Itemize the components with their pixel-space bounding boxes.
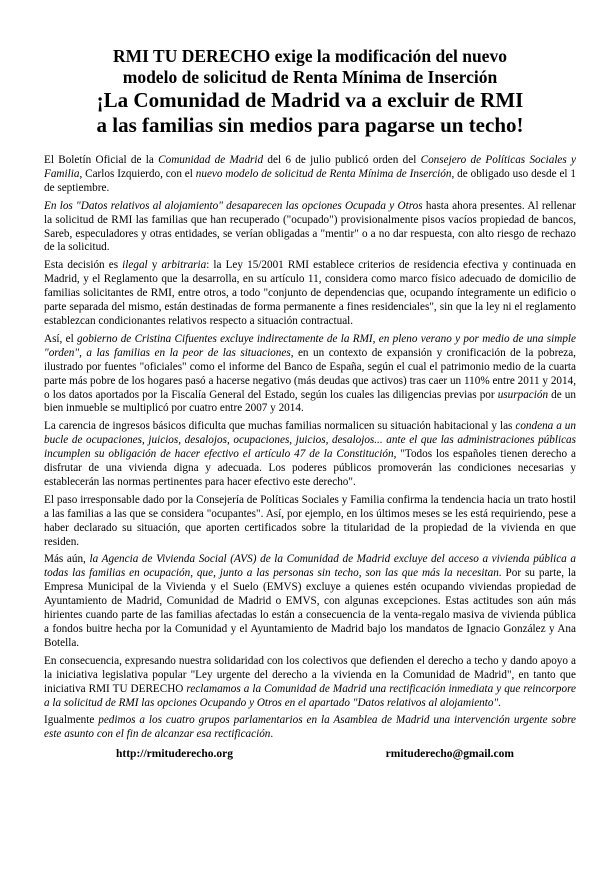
headline: [44, 46, 576, 138]
headline-line-4: a las familias sin medios para pagarse un techo!: [96, 113, 524, 137]
paragraph-4: Así, el gobierno de Cristina Cifuentes excluye indirectamente de la RMI, en pleno verano y por medio de una simple "orden", a las familias en la peor de las situaciones, en un contexto de expansión y cronificación de la pobreza, ilustrado por fuentes "oficiales" como el informe del Banco de España, según el cual el patrimonio medio de la cuarta parte más pobre de los hogares pasó a hacerse negativo (más deudas que activos) tras caer un 110% entre 2011 y 2014, o los datos aportados por la Fiscalía General del Estado, según los cuales las diligencias previas por usurpación de un bien inmueble se multiplicó por cuatro entre 2007 y 2014.: [44, 332, 576, 415]
headline-line-1: RMI TU DERECHO exige la modificación del nuevo: [113, 46, 507, 66]
paragraph-6: El paso irresponsable dado por la Consejería de Políticas Sociales y Familia confirma la tendencia hacia un trato hostil a las familias a las que se considera "ocupantes". Así, por ejemplo, en los últimos meses se les está requiriendo, pese a haber declarado su situación, que aporten certificados sobre la titularidad de la propiedad de la vivienda en que residen.: [44, 493, 576, 548]
paragraph-9: Igualmente pedimos a los cuatro grupos parlamentarios en la Asamblea de Madrid una intervención urgente sobre este asunto con el fin de alcanzar esa rectificación.: [44, 714, 576, 741]
headline-line-2: modelo de solicitud de Renta Mínima de Inserción: [122, 67, 498, 87]
paragraph-2: En los "Datos relativos al alojamiento" desaparecen las opciones Ocupada y Otros hasta ahora presentes. Al rellenar la solicitud de RMI las familias que han recuperado ("ocupado") provisionalmente pisos vacíos propiedad de bancos, Sareb, especuladores y otras entidades, se verían obligadas a "mentir" o a no dar respuesta, con alto riesgo de rechazo de la solicitud.: [44, 199, 577, 254]
paragraph-8: En consecuencia, expresando nuestra solidaridad con los colectivos que defienden el derecho a techo y dando apoyo a la iniciativa legislativa popular "Ley urgente del derecho a la vivienda en la Comunidad de Madrid", en tanto que iniciativa RMI TU DERECHO reclamamos a la Comunidad de Madrid una rectificación inmediata y que reincorpore a la solicitud de RMI las opciones Ocupando y Otros en el apartado "Datos relativos al alojamiento".: [44, 654, 576, 709]
paragraph-3: Esta decisión es ilegal y arbitraria: la Ley 15/2001 RMI establece criterios de residencia efectiva y continuada en Madrid, y el Reglamento que la desarrolla, en su artículo 11, considera como marco físico adecuado de domicilio de familias solicitantes de RMI, entre otros, a todo "conjunto de dependencias que, ocupando íntegramente un edificio o parte separada del mismo, están destinadas de forma permanente a fines residenciales", sin que la ley ni el reglamento establezcan condicionantes relativos respecto a situación contractual.: [44, 259, 576, 327]
website-link[interactable]: http://rmituderecho.org: [116, 748, 234, 761]
paragraph-1: El Boletín Oficial de la Comunidad de Madrid del 6 de julio publicó orden del Consejero de Políticas Sociales y Familia, Carlos Izquierdo, con el nuevo modelo de solicitud de Renta Mínima de Inserción, de obligado uso desde el 1 de septiembre.: [44, 154, 577, 194]
headline-line-3: ¡La Comunidad de Madrid va a excluir de RMI: [96, 88, 524, 112]
paragraph-7: Más aún, la Agencia de Vivienda Social (AVS) de la Comunidad de Madrid excluye del acceso a vivienda pública a todas las familias en ocupación, que, junto a las personas sin techo, son las que más la necesitan. Por su parte, la Empresa Municipal de la Vivienda y el Suelo (EMVS) excluye a quienes estén ocupando viviendas propiedad de Ayuntamiento de Madrid, Comunidad de Madrid o EMVS, con algunas excepciones. Estas actitudes son aún más hirientes cuando parte de las familias afectadas lo están a consecuencia de la venta-regalo masiva de vivienda pública a fondos buitre hecha por la Comunidad y el Ayuntamiento de Madrid bajo los mandatos de Ignacio González y Ana Botella.: [44, 553, 576, 649]
email-link[interactable]: rmituderecho@gmail.com: [385, 748, 514, 761]
paragraph-5: La carencia de ingresos básicos dificulta que muchas familias normalicen su situación habitacional y las condena a un bucle de ocupaciones, juicios, desalojos, ocupaciones, juicios, desalojos... ante el que las administraciones públicas incumplen su obligación de hacer efectivo el artículo 47 de la Constitución, "Todos los españoles tienen derecho a disfrutar de una vivienda digna y adecuada. Los poderes públicos promoverán las condiciones necesarias y establecerán las normas pertinentes para hacer efectivo este derecho".: [44, 420, 576, 488]
footer-contacts: [44, 748, 576, 760]
